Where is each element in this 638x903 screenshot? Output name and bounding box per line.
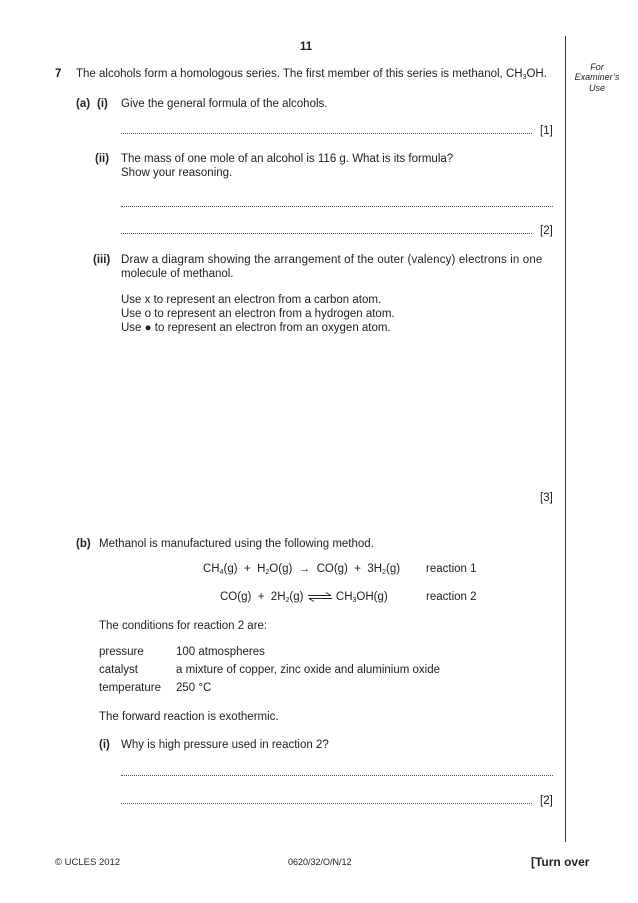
condition-value: a mixture of copper, zinc oxide and aluminium oxide bbox=[176, 664, 441, 676]
part-a-i-label: (i) bbox=[97, 98, 108, 110]
r1-sub1: 4 bbox=[219, 569, 224, 576]
reaction-1-equation bbox=[203, 562, 400, 576]
condition-label: temperature bbox=[99, 682, 162, 694]
mark-a-ii: [2] bbox=[540, 225, 553, 237]
part-b-i-label: (i) bbox=[99, 739, 110, 751]
part-a-iii-label: (iii) bbox=[93, 254, 111, 266]
part-a-iii-line1: Draw a diagram showing the arrangement of the outer (valency) electrons in one bbox=[121, 254, 543, 266]
examiner-note-line3: Use bbox=[588, 82, 605, 93]
turn-over: [Turn over bbox=[531, 855, 590, 869]
part-a-i-text: Give the general formula of the alcohols. bbox=[121, 98, 328, 110]
reaction-1-label: reaction 1 bbox=[426, 563, 477, 575]
r1-part1: CH bbox=[203, 563, 220, 575]
r2-sub3: 3 bbox=[352, 597, 357, 604]
r2-part4: OH(g) bbox=[356, 591, 388, 603]
answer-line[interactable] bbox=[121, 233, 532, 234]
oxygen-electron-key: Use ● to represent an electron from an oxygen atom. bbox=[121, 322, 391, 334]
part-a-ii-label: (ii) bbox=[95, 153, 110, 165]
part-a-iii-line2: molecule of methanol. bbox=[121, 268, 234, 280]
examiner-note-line2: Examiner’s bbox=[574, 72, 620, 83]
answer-line[interactable] bbox=[121, 133, 532, 134]
exothermic-statement: The forward reaction is exothermic. bbox=[99, 711, 279, 723]
r2-part3: CH bbox=[335, 591, 353, 603]
part-b-i-text: Why is high pressure used in reaction 2? bbox=[121, 739, 329, 751]
diagram-drawing-area[interactable] bbox=[121, 340, 551, 480]
examiner-column-rule bbox=[565, 36, 566, 842]
condition-value: 100 atmospheres bbox=[176, 646, 265, 658]
r2-sub1: 2 bbox=[285, 597, 290, 604]
part-a-ii-line1: The mass of one mole of an alcohol is 116 g. What is its formula? bbox=[121, 153, 454, 165]
conditions-intro: The conditions for reaction 2 are: bbox=[99, 620, 268, 632]
part-a-ii-line2: Show your reasoning. bbox=[121, 167, 233, 179]
r1-part4: (g) bbox=[386, 563, 401, 575]
answer-line[interactable] bbox=[121, 206, 553, 207]
reaction-2-label: reaction 2 bbox=[426, 591, 477, 603]
part-b-text: Methanol is manufactured using the following method. bbox=[99, 538, 374, 550]
examiner-note-line1: For bbox=[590, 62, 604, 72]
paper-code: 0620/32/O/N/12 bbox=[288, 857, 352, 867]
question-number: 7 bbox=[55, 68, 62, 80]
r1-sub3: 2 bbox=[382, 569, 386, 576]
carbon-electron-key: Use x to represent an electron from a carbon atom. bbox=[121, 294, 382, 306]
mark-b-i: [2] bbox=[540, 795, 553, 807]
r1-part3: O(g) → CO(g) + 3H bbox=[269, 563, 383, 575]
page-number: 11 bbox=[300, 41, 313, 53]
part-a-label: (a) bbox=[76, 98, 91, 110]
answer-line[interactable] bbox=[121, 775, 553, 776]
hydrogen-electron-key: Use o to represent an electron from a hydrogen atom. bbox=[121, 308, 395, 320]
question-intro bbox=[76, 67, 547, 81]
r2-part2: (g) bbox=[289, 591, 304, 603]
intro-text: The alcohols form a homologous series. The first member of this series is methanol, CH bbox=[76, 68, 523, 80]
mark-a-i: [1] bbox=[540, 125, 553, 137]
answer-line[interactable] bbox=[121, 803, 532, 804]
condition-value: 250 °C bbox=[176, 682, 212, 694]
part-b-label: (b) bbox=[76, 538, 91, 550]
examiner-use-note bbox=[567, 62, 627, 93]
equilibrium-arrow-icon bbox=[307, 592, 333, 602]
r1-part2: (g) + H bbox=[223, 563, 266, 575]
reaction-2-equation bbox=[220, 590, 388, 604]
mark-a-iii: [3] bbox=[540, 492, 553, 504]
intro-subscript: 3 bbox=[522, 74, 527, 81]
r2-part1: CO(g) + 2H bbox=[220, 591, 286, 603]
r1-sub2: 2 bbox=[265, 569, 270, 576]
condition-label: catalyst bbox=[99, 664, 138, 676]
condition-label: pressure bbox=[99, 646, 144, 658]
copyright: © UCLES 2012 bbox=[55, 857, 121, 868]
intro-end: OH. bbox=[526, 68, 547, 80]
